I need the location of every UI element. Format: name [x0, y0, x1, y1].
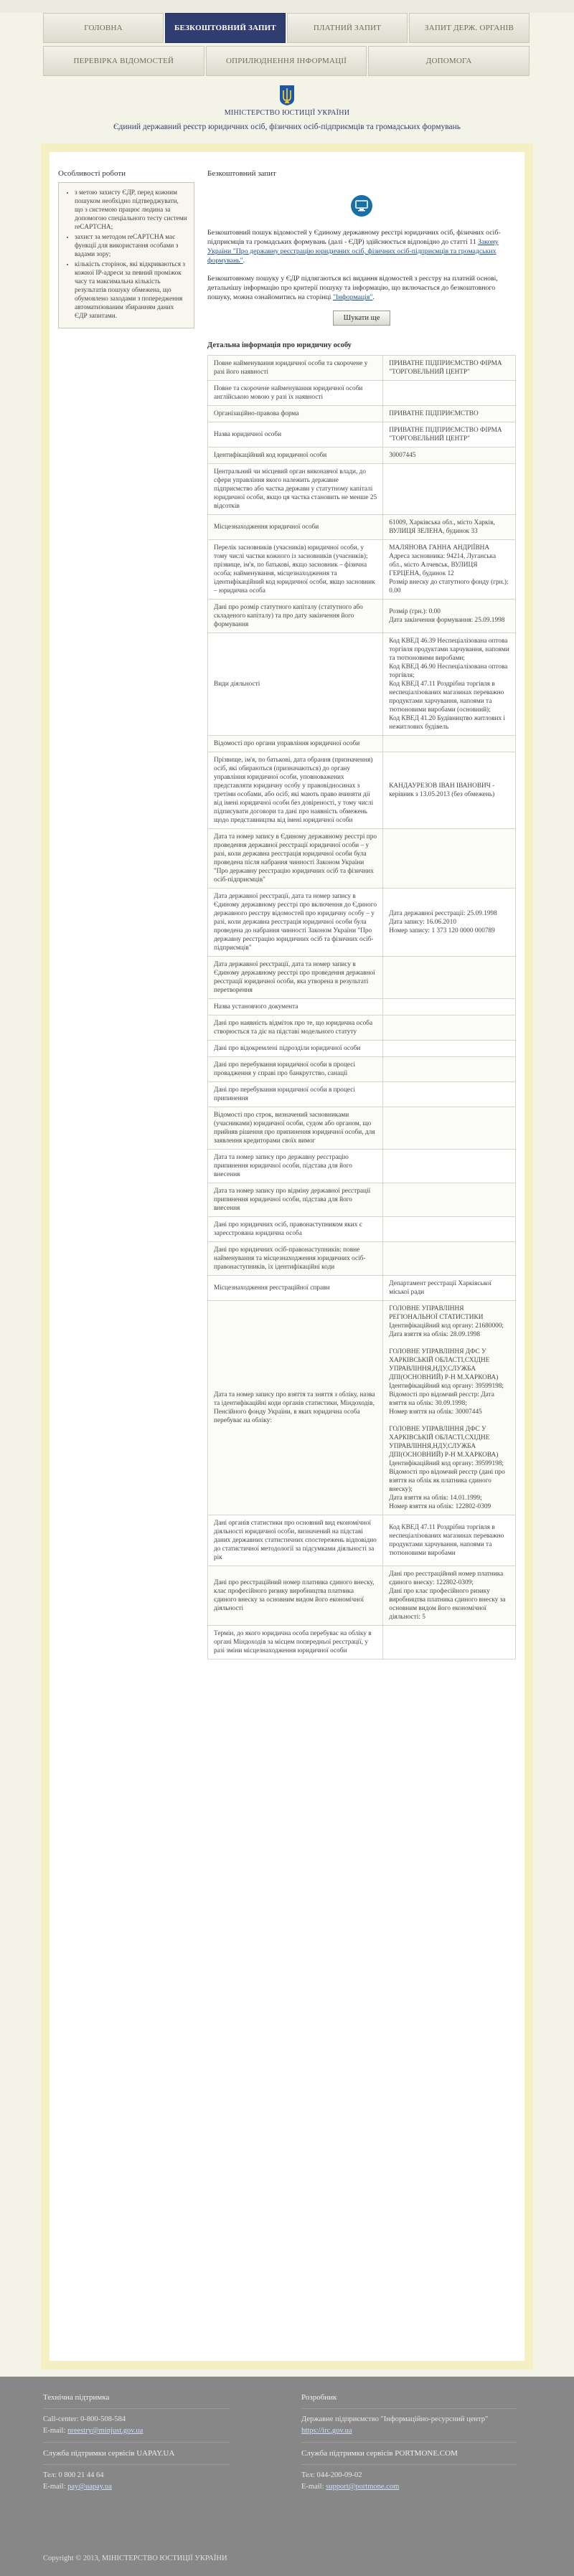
details-value: [383, 957, 516, 999]
details-label: Дані про реєстраційний номер платника єдиного внеску, клас професійного ризику виробництва платника єдиного внеску за основним видом його економічної діяльності: [208, 1566, 383, 1626]
main-content: [207, 169, 516, 1659]
details-value: ПРИВАТНЕ ПІДПРИЄМСТВО: [383, 406, 516, 422]
details-row: [208, 1015, 516, 1041]
details-value: КАНДАУРЕЗОВ ІВАН ІВАНОВИЧ - керівник з 13.05.2013 (без обмежень): [383, 752, 516, 829]
details-row: [208, 1566, 516, 1626]
details-value: ПРИВАТНЕ ПІДПРИЄМСТВО ФІРМА "ТОРГОВЕЛЬНИЙ ЦЕНТР": [383, 422, 516, 448]
details-label: Дані про перебування юридичної особи в процесі припинення: [208, 1082, 383, 1107]
search-again-button[interactable]: Шукати ще: [333, 311, 391, 326]
details-value: 61009, Харківська обл., місто Харків, ВУЛИЦЯ ЗЕЛЕНА, будинок 33: [383, 515, 516, 540]
footer-divider: [43, 2442, 230, 2443]
details-label: Дата державної реєстрації, дата та номер запису в Єдиному державному реєстрі про проведення державної реєстрації юридичної особи, яка утворена в результаті перетворення: [208, 957, 383, 999]
details-value: Розмір (грн.): 0.00 Дата закінчення формування: 25.09.1998: [383, 600, 516, 633]
details-label: Дата та номер запису в Єдиному державному реєстрі про проведення державної реєстрації юридичної особи – у разі, коли державна реєстрація юридичної особи була проведена після набрання чинності Законом України "Про державну реєстрацію юридичних осіб та фізичних осіб-підприємців": [208, 829, 383, 889]
footer-left: [43, 2392, 230, 2494]
details-label: Центральний чи місцевий орган виконавчої влади, до сфери управління якого належить державне підприємство або частка держави у статутному капіталі юридичної особи, якщо ця частка становить не менше 25 відсотків: [208, 464, 383, 515]
intro-paragraph-2: [207, 274, 516, 302]
footer-uapay-title: Служба підтримки сервісів UAPAY.UA: [43, 2449, 175, 2458]
details-value: 30007445: [383, 448, 516, 464]
nav-free-request[interactable]: БЕЗКОШТОВНИЙ ЗАПИТ: [165, 13, 286, 43]
details-label: Дата державної реєстрації, дата та номер запису в Єдиному державному реєстрі про включення до Єдиного державного реєстру відомостей про юридичну особу – у разі, коли державна реєстрація юридичної особи була проведена до набрання чинності Законом України "Про державну реєстрацію юридичних осіб та фізичних осіб-підприємців": [208, 889, 383, 957]
details-value: [383, 736, 516, 752]
details-value: [383, 1057, 516, 1082]
top-strip: [0, 0, 574, 13]
details-label: Види діяльності: [208, 633, 383, 736]
details-label: Дані органів статистики про основний вид економічної діяльності юридичної особи, визначений на підставі даних державних статистичних спостережень відповідно до статистичної методології за підсумками діяльності за рік: [208, 1515, 383, 1566]
details-value: [383, 1150, 516, 1183]
law-link[interactable]: Закону України "Про державну реєстрацію юридичних осіб, фізичних осіб-підприємців та громадських формувань": [207, 238, 499, 265]
details-value: [383, 1082, 516, 1107]
footer-uapay-email-row: [43, 2482, 230, 2492]
details-value: [383, 1107, 516, 1150]
details-body: [208, 356, 516, 1659]
details-label: Місцезнаходження юридичної особи: [208, 515, 383, 540]
details-value: [383, 999, 516, 1015]
footer-divider: [43, 2408, 230, 2409]
details-value: Код КВЕД 47.11 Роздрібна торгівля в неспеціалізованих магазинах переважно продуктами харчування, напоями та тютюновими виробами: [383, 1515, 516, 1566]
nav-paid-request[interactable]: ПЛАТНИЙ ЗАПИТ: [287, 13, 408, 43]
sidebar-note: • з метою захисту ЄДР, перед кожним пошуком необхідно підтверджувати, що з системою працює людина за допомогою спеціального тесту системи reCAPTCHA;: [75, 189, 188, 232]
details-value: Департамент реєстрації Харківської міської ради: [383, 1276, 516, 1301]
nav-row-2: [43, 46, 531, 76]
details-row: [208, 1626, 516, 1659]
details-row: [208, 406, 516, 422]
details-value: [383, 464, 516, 515]
details-label: Відомості про органи управління юридичної особи: [208, 736, 383, 752]
footer-email-link[interactable]: nreestry@minjust.gov.ua: [67, 2427, 144, 2435]
details-label: Дані про розмір статутного капіталу (статутного або складеного капіталу) та про дату закінчення його формування: [208, 600, 383, 633]
details-label: Повне та скорочене найменування юридичної особи англійською мовою у разі їх наявності: [208, 381, 383, 406]
nav-state-bodies-request[interactable]: ЗАПИТ ДЕРЖ. ОРГАНІВ: [409, 13, 530, 43]
intro-text: .: [372, 293, 375, 301]
details-label: Організаційно-правова форма: [208, 406, 383, 422]
details-value: ГОЛОВНЕ УПРАВЛІННЯ РЕГІОНАЛЬНОЇ СТАТИСТИКИ Ідентифікаційний код органу: 21680000; Дата взяття на облік: 28.09.1998 ГОЛОВНЕ УПРАВЛІННЯ ДФС У ХАРКІВСЬКІЙ ОБЛАСТІ,СХІДНЕ УПРАВЛІННЯ,НДУ,СЛУЖБА ДПІ(ОСНОВНИЙ) Р-Н М.ХАРКОВА) Ідентифікаційний код органу: 39599198; Відомості про відомчий реєстр: Дата взяття на облік: 30.09.1998; Номер взяття на облік: 30007445 ГОЛОВНЕ УПРАВЛІННЯ ДФС У ХАРКІВСЬКІЙ ОБЛАСТІ,СХІДНЕ УПРАВЛІННЯ,НДУ,СЛУЖБА ДПІ(ОСНОВНИЙ) Р-Н М.ХАРКОВА) Ідентифікаційний код органу: 39599198; Відомості про відомчий реєстр (дані про взяття на облік як платника єдиного внеску); Дата взяття на облік: 14.01.1999; Номер взяття на облік: 122802-0309: [383, 1301, 516, 1515]
details-label: Термін, до якого юридична особа перебуває на обліку в органі Міндоходів за місцем попередньої реєстрації, у разі зміни місцезнаходження юридичної особи: [208, 1626, 383, 1659]
details-row: [208, 1242, 516, 1276]
footer-email-label: E-mail:: [301, 2483, 326, 2491]
details-value: ПРИВАТНЕ ПІДПРИЄМСТВО ФІРМА "ТОРГОВЕЛЬНИЙ ЦЕНТР": [383, 356, 516, 381]
details-label: Дані про відокремлені підрозділи юридичної особи: [208, 1041, 383, 1057]
details-row: [208, 752, 516, 829]
details-row: [208, 1276, 516, 1301]
details-row: [208, 1217, 516, 1242]
search-button-wrap: [207, 311, 516, 341]
details-value: [383, 829, 516, 889]
details-row: [208, 829, 516, 889]
details-row: [208, 600, 516, 633]
details-value: [383, 1041, 516, 1057]
details-row: [208, 1041, 516, 1057]
footer-developer-link[interactable]: https://irc.gov.ua: [301, 2427, 352, 2435]
search-computer-icon: [351, 195, 372, 217]
details-row: [208, 356, 516, 381]
details-label: Прізвище, ім'я, по батькові, дата обрання (призначення) осіб, які обираються (призначаються) до органу управління юридичної особи, уповноважених представляти юридичну особу у правовідносинах з третіми особами, або осіб, які мають право вчиняти дії від імені юридичної особи без довіреності, у тому числі підписувати договори та дані про наявність обмежень щодо представництва від імені юридичної особи: [208, 752, 383, 829]
details-label: Дані про наявність відміток про те, що юридична особа створюється та діє на підставі модельного статуту: [208, 1015, 383, 1041]
details-value: [383, 1015, 516, 1041]
details-row: [208, 1107, 516, 1150]
footer-portmone-title: Служба підтримки сервісів PORTMONE.COM: [301, 2449, 458, 2458]
footer-right: [301, 2392, 517, 2494]
details-label: Дата та номер запису про взяття та зняття з обліку, назва та ідентифікаційні коди органів статистики, Міндоходів, Пенсійного фонду України, в яких юридична особа перебуває на обліку:: [208, 1301, 383, 1515]
details-row: [208, 464, 516, 515]
ministry-title: МІНІСТЕРСТВО ЮСТИЦІЇ УКРАЇНИ: [224, 109, 350, 117]
details-label: Місцезнаходження реєстраційної справи: [208, 1276, 383, 1301]
footer-developer-org: Державне підприємство "Інформаційно-ресурсний центр": [301, 2415, 489, 2423]
details-row: [208, 448, 516, 464]
sidebar-notes: [58, 182, 194, 328]
sidebar-note: • кількість сторінок, які відкриваються з кожної IP-адреси за певний проміжок часу та максимальна кількість результатів пошуку обмежена, що обумовлено заходами з попередження автоматизованим збиранням даних ЄДР запитами.: [75, 260, 188, 321]
footer-divider: [301, 2464, 517, 2465]
intro-paragraph-1: [207, 228, 516, 265]
details-label: Ідентифікаційний код юридичної особи: [208, 448, 383, 464]
footer-email-label: E-mail:: [43, 2483, 68, 2491]
details-row: [208, 633, 516, 736]
footer: [0, 2377, 574, 2576]
details-row: [208, 957, 516, 999]
footer-phone: Call-center: 0-800-508-584: [43, 2415, 126, 2423]
nav-help[interactable]: ДОПОМОГА: [368, 46, 530, 76]
nav-row-1: [43, 13, 531, 43]
intro-text: .: [243, 257, 245, 265]
details-label: Дані про юридичних осіб-правонаступників: повне найменування та місцезнаходження юридичних осіб-правонаступників, їх ідентифікаційні коди: [208, 1242, 383, 1276]
details-row: [208, 889, 516, 957]
details-label: Відомості про строк, визначений засновниками (учасниками) юридичної особи, судом або органом, що прийняв рішення про припинення юридичної особи, для заявлення кредиторами своїх вимог: [208, 1107, 383, 1150]
details-value: Дата державної реєстрації: 25.09.1998 Дата запису: 16.06.2010 Номер запису: 1 373 120 0000 000789: [383, 889, 516, 957]
details-row: [208, 736, 516, 752]
details-row: [208, 1057, 516, 1082]
details-value: Код КВЕД 46.39 Неспеціалізована оптова торгівля продуктами харчування, напоями та тютюновими виробами; Код КВЕД 46.90 Неспеціалізована оптова торгівля; Код КВЕД 47.11 Роздрібна торгівля в неспеціалізованих магазинах переважно продуктами харчування, напоями та тютюновими виробами (основний); Код КВЕД 41.20 Будівництво житлових і нежитлових будівель: [383, 633, 516, 736]
sidebar-note: • захист за методом reCAPTCHA має функції для використання особами з вадами зору;: [75, 233, 188, 259]
footer-portmone-email-row: [301, 2482, 517, 2492]
details-label: Дані про юридичних осіб, правонаступником яких є зареєстрована юридична особа: [208, 1217, 383, 1242]
details-row: [208, 999, 516, 1015]
details-value: [383, 1242, 516, 1276]
details-row: [208, 1515, 516, 1566]
details-value: Дані про реєстраційний номер платника єдиного внеску: 122802-0309; Дані про клас професійного ризику виробництва платника єдиного внеску за основним видом його економічної діяльності: 5: [383, 1566, 516, 1626]
intro-text: Безкоштовному пошуку у ЄДР підлягаються всі видання відомостей з реєстру на платній основі, детальнішу інформацію про критерії пошуку та інформацію, що включається до безкоштовного пошуку, можна ознайомитись на сторінці: [207, 275, 498, 301]
footer-uapay-phone: Тел: 0 800 21 44 64: [43, 2471, 104, 2479]
details-value: [383, 1626, 516, 1659]
details-label: Дата та номер запису про державну реєстрацію припинення юридичної особи, підстава для його внесення: [208, 1150, 383, 1183]
footer-divider: [301, 2442, 517, 2443]
footer-divider: [301, 2408, 517, 2409]
footer-email-row: [43, 2426, 230, 2436]
footer-email-label: E-mail:: [43, 2427, 68, 2435]
sidebar: [58, 169, 194, 328]
details-row: [208, 515, 516, 540]
content-frame: [41, 143, 533, 2369]
details-row: [208, 1183, 516, 1217]
details-value: [383, 1183, 516, 1217]
details-value: МАЛЯНОВА ГАННА АНДРІЇВНА Адреса засновника: 94214, Луганська обл., місто Алчевськ, ВУЛИЦЯ ГЕРЦЕНА, будинок 12 Розмір внеску до статутного фонду (грн.): 0.00: [383, 540, 516, 600]
copyright: Copyright © 2013, МІНІСТЕРСТВО ЮСТИЦІЇ УКРАЇНИ: [43, 2554, 227, 2562]
details-value: [383, 1217, 516, 1242]
footer-portmone-email-link[interactable]: support@portmone.com: [326, 2483, 400, 2491]
details-label: Назва юридичної особи: [208, 422, 383, 448]
details-row: [208, 422, 516, 448]
details-row: [208, 381, 516, 406]
info-link[interactable]: "Інформація": [332, 293, 373, 301]
details-title: Детальна інформація про юридичну особу: [207, 341, 352, 349]
details-label: Назва установчого документа: [208, 999, 383, 1015]
intro-text: Безкоштовний пошук відомостей у Єдиному державному реєстрі юридичних осіб, фізичних осіб-підприємців та громадських формувань (далі - ЄДР) здійснюється відповідно до статті 11: [207, 229, 501, 246]
details-row: [208, 1150, 516, 1183]
brand-header: [0, 85, 574, 131]
details-table: [207, 355, 516, 1659]
details-label: Дата та номер запису про відміну державної реєстрації припинення юридичної особи, підстава для його внесення: [208, 1183, 383, 1217]
sidebar-title: Особливості роботи: [58, 169, 126, 178]
details-row: [208, 540, 516, 600]
details-value: [383, 381, 516, 406]
footer-portmone-phone: Тел: 044-200-09-02: [301, 2471, 362, 2479]
details-row: [208, 1082, 516, 1107]
footer-support-title: Технічна підтримка: [43, 2393, 110, 2402]
details-label: Повне найменування юридичної особи та скорочене у разі його наявності: [208, 356, 383, 381]
details-row: [208, 1301, 516, 1515]
details-label: Перелік засновників (учасників) юридичної особи, у тому числі частки кожного із засновників (учасників); прізвище, ім'я, по батькові, якщо засновник – фізична особа; найменування, місцезнаходження та ідентифікаційний код юридичної особи, якщо засновник – юридична особа: [208, 540, 383, 600]
page-title: Безкоштовний запит: [207, 169, 276, 178]
main-nav: [43, 13, 531, 82]
details-label: Дані про перебування юридичної особи в процесі провадження у справі про банкрутство, санації: [208, 1057, 383, 1082]
nav-verify-info[interactable]: ПЕРЕВІРКА ВІДОМОСТЕЙ: [43, 46, 204, 76]
footer-developer-title: Розробник: [301, 2393, 337, 2402]
footer-uapay-email-link[interactable]: pay@uapay.ua: [67, 2483, 112, 2491]
footer-divider: [43, 2464, 230, 2465]
nav-publication[interactable]: ОПРИЛЮДНЕННЯ ІНФОРМАЦІЇ: [206, 46, 367, 76]
trident-emblem-icon: [279, 85, 295, 106]
registry-title: Єдиний державний реєстр юридичних осіб, фізичних осіб-підприємців та громадських формувань: [113, 123, 461, 131]
nav-home[interactable]: ГОЛОВНА: [43, 13, 164, 43]
